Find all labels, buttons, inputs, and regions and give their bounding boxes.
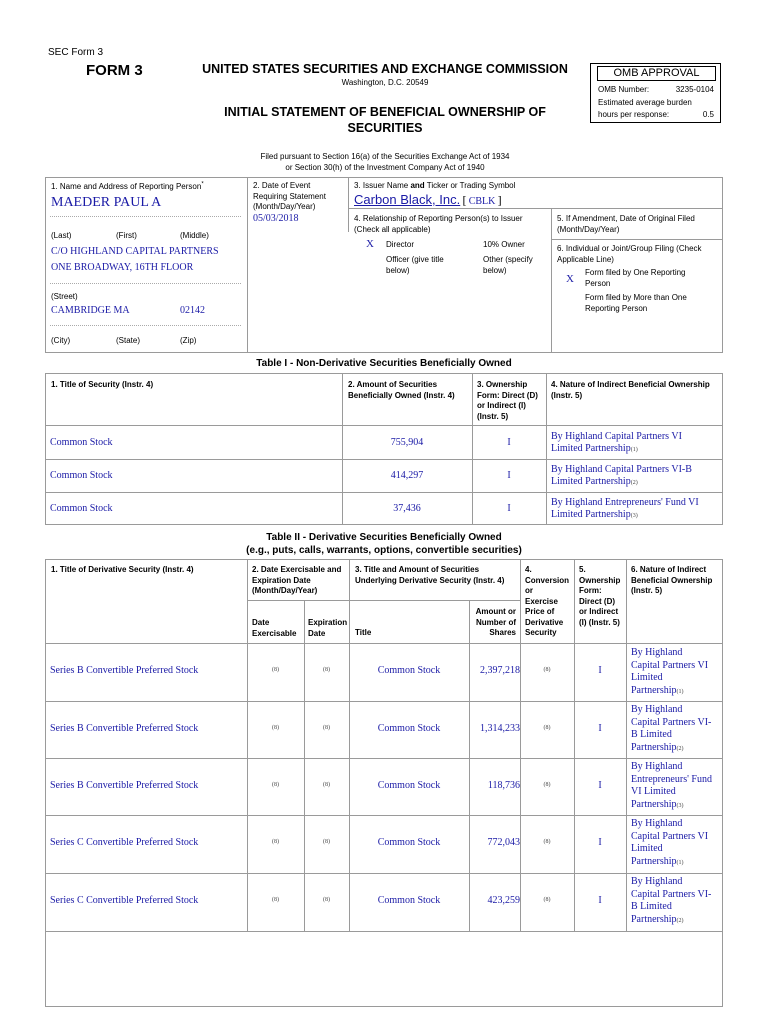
t2-col-ownership: 5. Ownership Form: Direct (D) or Indirect (I) (Instr. 5) <box>579 565 621 627</box>
t1-amount: 755,904 <box>390 437 424 448</box>
t1-nature: By Highland Capital Partners VI Limited Partnership(1) <box>551 431 682 454</box>
box1-label: 1. Name and Address of Reporting Person* <box>51 181 204 191</box>
omb-title: OMB APPROVAL <box>597 66 716 81</box>
one-person-label: Form filed by One Reporting Person <box>585 268 686 288</box>
reporting-person-name[interactable]: MAEDER PAUL A <box>51 195 162 210</box>
statement-title-1: INITIAL STATEMENT OF BENEFICIAL OWNERSHIP OF <box>224 105 546 119</box>
t1-form: I <box>507 437 511 448</box>
more-persons-label: Form filed by More than One Reporting Person <box>585 293 687 313</box>
t2-sub-title: Title <box>355 628 372 637</box>
t2-col-underlying: 3. Title and Amount of Securities Underlying Derivative Security (Instr. 4) <box>355 565 505 585</box>
event-date: 05/03/2018 <box>253 213 299 224</box>
table1-title: Table I - Non-Derivative Securities Beneficially Owned <box>256 358 512 369</box>
t2-col-nature: 6. Nature of Indirect Beneficial Ownership (Instr. 5) <box>631 565 713 595</box>
omb-approval-box <box>590 63 721 123</box>
commission-location: Washington, D.C. 20549 <box>341 78 429 87</box>
director-label: Director <box>386 240 415 249</box>
officer-label: Officer (give title below) <box>386 255 444 275</box>
footnote-ref[interactable]: (2) <box>676 917 684 924</box>
omb-hours-value: 0.5 <box>702 110 714 119</box>
zip-value: 02142 <box>180 305 205 316</box>
t1-col-nature: 4. Nature of Indirect Beneficial Ownership (Instr. 5) <box>551 380 710 400</box>
t1-col-title: 1. Title of Security (Instr. 4) <box>51 380 154 389</box>
t1-amount: 37,436 <box>393 503 421 514</box>
t1-amount: 414,297 <box>390 470 424 481</box>
t1-col-amount: 2. Amount of Securities Beneficially Owned (Instr. 4) <box>348 380 455 400</box>
sec-form-label: SEC Form 3 <box>48 47 104 58</box>
statement-title-2: SECURITIES <box>347 121 423 135</box>
omb-number-label: OMB Number: <box>598 85 650 94</box>
ten-percent-owner-label: 10% Owner <box>483 240 525 249</box>
footnote-ref[interactable]: (3) <box>676 802 684 809</box>
omb-hours-label: hours per response: <box>598 110 670 119</box>
box4-label: 4. Relationship of Reporting Person(s) to Issuer (Check all applicable) <box>354 214 523 234</box>
one-person-checkmark[interactable]: X <box>566 273 574 285</box>
form-title: FORM 3 <box>86 62 143 79</box>
city-value: CAMBRIDGE MA <box>51 305 130 316</box>
commission-title: UNITED STATES SECURITIES AND EXCHANGE COMMISSION <box>202 62 568 76</box>
box6-label: 6. Individual or Joint/Group Filing (Check Applicable Line) <box>557 244 702 264</box>
zip-label: (Zip) <box>180 336 197 345</box>
city-label: (City) <box>51 336 71 345</box>
box5-label: 5. If Amendment, Date of Original Filed (Month/Day/Year) <box>557 214 695 234</box>
t1-form: I <box>507 503 511 514</box>
filed-pursuant: Filed pursuant to Section 16(a) of the Securities Exchange Act of 1934 or Section 30(h) of the Investment Company Act of 1940 <box>260 152 510 172</box>
first-label: (First) <box>116 231 137 240</box>
street-label: (Street) <box>51 292 78 301</box>
t1-nature: By Highland Capital Partners VI-B Limited Partnership(2) <box>551 464 692 487</box>
t1-nature: By Highland Entrepreneurs' Fund VI Limited Partnership(3) <box>551 497 699 520</box>
footnote-ref[interactable]: (2) <box>676 745 684 752</box>
box3-label: 3. Issuer Name and Ticker or Trading Symbol <box>354 181 516 190</box>
footnote-ref[interactable]: (1) <box>676 688 684 695</box>
t1-form: I <box>507 470 511 481</box>
director-checkmark[interactable]: X <box>366 238 374 250</box>
omb-burden-label: Estimated average burden <box>598 98 692 107</box>
table2-title: Table II - Derivative Securities Beneficially Owned (e.g., puts, calls, warrants, options, convertible securities) <box>246 532 522 556</box>
footnote-ref[interactable]: (1) <box>676 859 684 866</box>
table-row: Series B Convertible Preferred Stock (8) (8) Common Stock 118,736 (8) I By Highland Entrepreneurs' Fund VI Limited Partnership(3) <box>50 761 712 810</box>
table-row: Series C Convertible Preferred Stock (8) (8) Common Stock 772,043 (8) I By Highland Capital Partners VI Limited Partnership(1) <box>50 818 709 867</box>
ticker-symbol: CBLK <box>468 196 496 207</box>
issuer-link[interactable]: Carbon Black, Inc. <box>354 192 461 207</box>
table-row: Common Stock <box>50 503 113 514</box>
table-row: Series C Convertible Preferred Stock (8) (8) Common Stock 423,259 (8) I By Highland Capital Partners VI- B Limited Partnership(2) <box>50 876 712 925</box>
address-line-1: C/O HIGHLAND CAPITAL PARTNERS <box>51 246 219 257</box>
state-label: (State) <box>116 336 141 345</box>
table-row: Common Stock <box>50 437 113 448</box>
t2-sub-amount: Amount or Number of Shares <box>475 607 516 637</box>
address-line-2: ONE BROADWAY, 16TH FLOOR <box>51 262 194 273</box>
other-label: Other (specify below) <box>483 255 533 275</box>
t2-sub-expiration: Expiration Date <box>308 618 348 638</box>
omb-number-value: 3235-0104 <box>675 85 714 94</box>
t2-sub-date-exercisable: Date Exercisable <box>252 618 297 638</box>
t1-col-ownership: 3. Ownership Form: Direct (D) or Indirect (I) (Instr. 5) <box>477 380 538 421</box>
box2-label: 2. Date of Event Requiring Statement (Month/Day/Year) <box>253 181 326 211</box>
footnote-ref[interactable]: (3) <box>630 513 638 519</box>
table-row: Series B Convertible Preferred Stock (8) (8) Common Stock 1,314,233 (8) I By Highland Capital Partners VI- B Limited Partnership(2) <box>50 704 712 753</box>
t2-col-dates: 2. Date Exercisable and Expiration Date (Month/Day/Year) <box>252 565 342 595</box>
middle-label: (Middle) <box>180 231 209 240</box>
footnote-ref[interactable]: (1) <box>630 447 638 453</box>
t2-col-conversion: 4. Conversion or Exercise Price of Derivative Security <box>525 565 570 637</box>
table-row: Series B Convertible Preferred Stock (8) (8) Common Stock 2,397,218 (8) I By Highland Capital Partners VI Limited Partnership(1) <box>50 647 709 696</box>
table-row: Common Stock <box>50 470 113 481</box>
t2-col-security: 1. Title of Derivative Security (Instr. 4) <box>51 565 194 574</box>
footnote-ref[interactable]: (2) <box>630 480 638 486</box>
last-label: (Last) <box>51 231 72 240</box>
issuer-line: Carbon Black, Inc. [ CBLK ] <box>354 192 502 207</box>
